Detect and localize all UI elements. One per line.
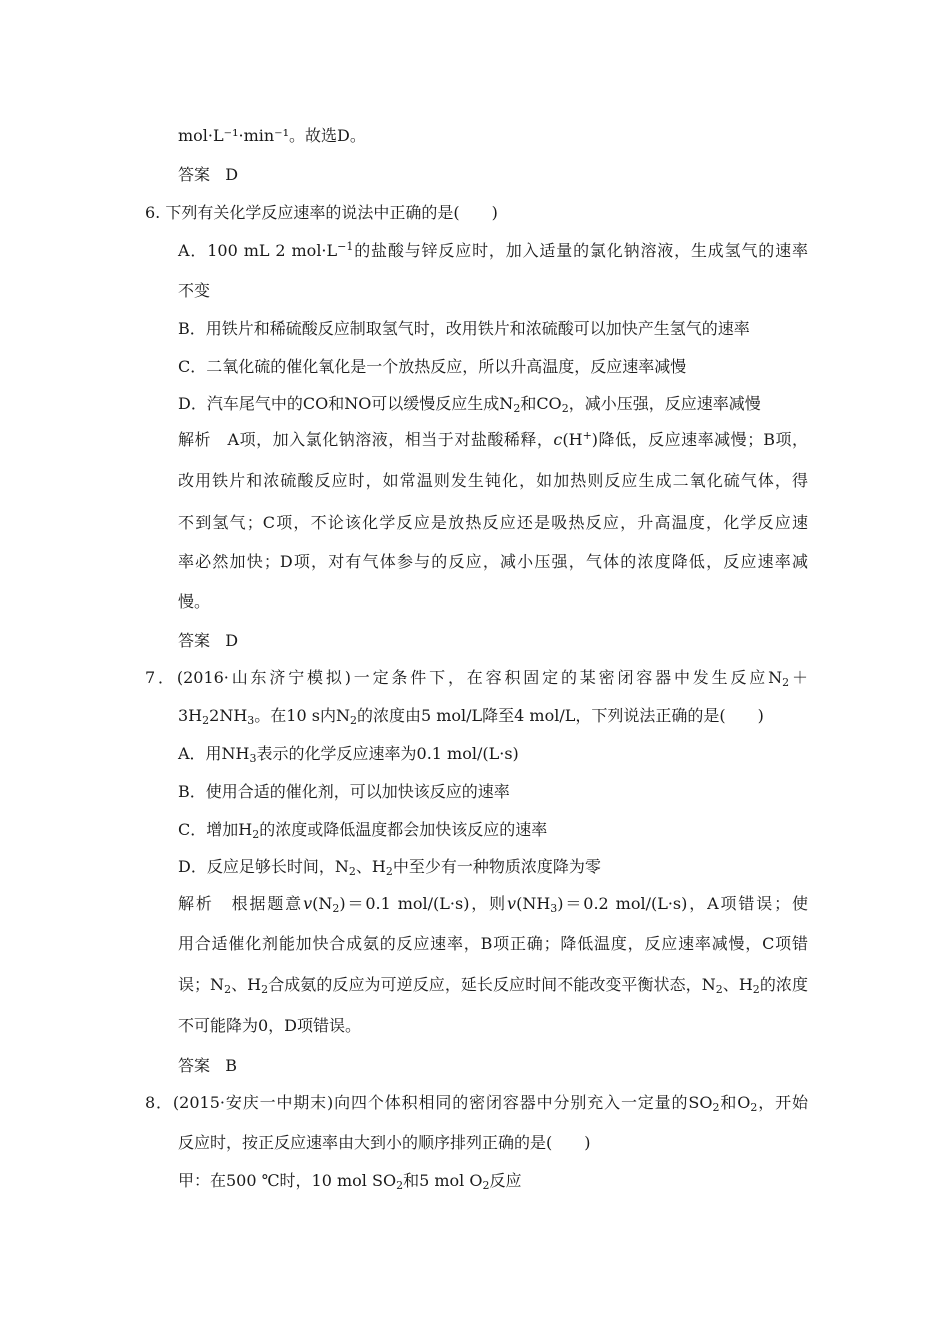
q7-analysis-line1: 解析 根据题意$v(N_2)=0.1$ mol/(L·s)，则$v(NH_3)=0.2$ mol/(L·s)，A项错误；使 — [178, 894, 808, 915]
q7-answer — [178, 1055, 237, 1077]
answer-value: D — [225, 631, 239, 650]
q7-analysis-line4: 不可能降为0，D项错误。 — [178, 1016, 362, 1035]
q7-option-b: B．使用合适的催化剂，可以加快该反应的速率 — [178, 782, 510, 801]
q6-stem — [145, 202, 498, 224]
q6-option-c: C．二氧化硫的催化氧化是一个放热反应，所以升高温度，反应速率减慢 — [178, 357, 687, 376]
q6-analysis-line2: 改用铁片和浓硫酸反应时，如常温则发生钝化，如加热则反应生成二氧化硫气体，得 — [178, 471, 808, 490]
q6-number: 6. — [145, 203, 161, 222]
answer-label: 答案 — [178, 165, 211, 184]
answer-value: B — [225, 1056, 238, 1075]
q6-option-b: B．用铁片和稀硫酸反应制取氢气时，改用铁片和浓硫酸可以加快产生氢气的速率 — [178, 319, 750, 338]
q6-option-a-line1: A．100 mL 2 $mol\cdot L^{-1}$的盐酸与锌反应时，加入适量的氯化钠溶液，生成氢气的速率 — [178, 240, 808, 260]
q8-stem-line1: 8．(2015·安庆一中期末)向四个体积相同的密闭容器中分别充入一定量的$SO_2$和$O_2$，开始 — [145, 1093, 808, 1114]
prev-answer — [178, 164, 238, 186]
q6-analysis-line5: 慢。 — [178, 592, 211, 611]
q8-stem-line2: 反应时，按正反应速率由大到小的顺序排列正确的是( ) — [178, 1133, 591, 1152]
prev-analysis-line: mol·L⁻¹·min⁻¹。故选D。 — [178, 126, 366, 145]
q6-analysis-line4: 率必然加快；D项，对有气体参与的反应，减小压强，气体的浓度降低，反应速率减 — [178, 552, 808, 571]
answer-label: 答案 — [178, 1056, 211, 1075]
answer-label: 答案 — [178, 631, 211, 650]
q6-stem-text: 下列有关化学反应速率的说法中正确的是( ) — [165, 203, 498, 222]
q7-analysis-line2: 用合适催化剂能加快合成氨的反应速率，B项正确；降低温度，反应速率减慢，C项错 — [178, 934, 808, 953]
q6-analysis-line1: 解析 A项，加入氯化钠溶液，相当于对盐酸稀释，c(H+)降低，反应速率减慢；B项， — [178, 429, 808, 449]
q7-stem-line1: 7．(2016·山东济宁模拟)一定条件下，在容积固定的某密闭容器中发生反应$N_2+$ — [145, 668, 808, 689]
q7-option-c: C．增加$H_2$的浓度或降低温度都会加快该反应的速率 — [178, 820, 548, 841]
q8-option-jia: 甲：在500 ℃时，10 mol $SO_2$和5 mol $O_2$反应 — [178, 1171, 522, 1192]
q7-option-a: A．用$NH_3$表示的化学反应速率为0.1 mol/(L·s) — [178, 744, 519, 765]
q6-answer — [178, 630, 238, 652]
q7-analysis-line3: 误；$N_2$、$H_2$合成氨的反应为可逆反应，延长反应时间不能改变平衡状态，$N_2$、$H_2$的浓度 — [178, 975, 808, 996]
q7-option-d: D．反应足够长时间，$N_2$、$H_2$中至少有一种物质浓度降为零 — [178, 857, 601, 878]
answer-value: D — [225, 165, 239, 184]
q6-option-d: D．汽车尾气中的CO和NO可以缓慢反应生成$N_2$和$CO_2$，减小压强，反应速率减慢 — [178, 394, 761, 415]
q6-analysis-line3: 不到氢气；C项，不论该化学反应是放热反应还是吸热反应，升高温度，化学反应速 — [178, 513, 808, 532]
q7-stem-line2: $3H_22NH_3$。在10 s内$N_2$的浓度由5 mol/L降至4 mol/L，下列说法正确的是( ) — [178, 706, 764, 727]
q6-option-a-line2: 不变 — [178, 281, 211, 300]
